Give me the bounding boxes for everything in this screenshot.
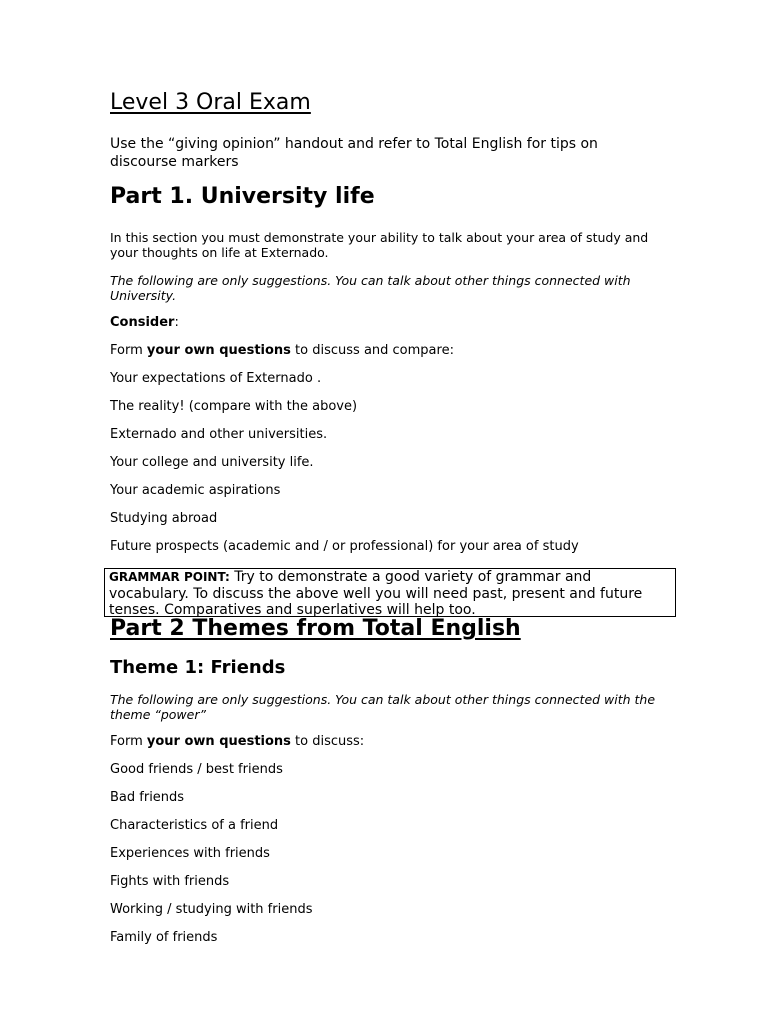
form-suffix: to discuss and compare:: [290, 343, 454, 358]
part2-item: Family of friends: [110, 930, 218, 945]
part1-form-line: [110, 343, 454, 359]
form-suffix: to discuss:: [290, 734, 365, 749]
part1-heading: Part 1. University life: [110, 184, 375, 209]
part1-item: The reality! (compare with the above): [110, 399, 358, 414]
part2-item: Characteristics of a friend: [110, 818, 279, 833]
part2-item: Working / studying with friends: [110, 902, 313, 917]
part2-suggestion: The following are only suggestions. You can talk about other things connected with the theme “power”: [110, 692, 656, 722]
part1-description: In this section you must demonstrate your ability to talk about your area of study and your thoughts on life at Externado.: [110, 230, 649, 260]
part1-item: Studying abroad: [110, 511, 218, 526]
part2-form-line: [110, 734, 364, 750]
part1-item: Your expectations of Externado .: [110, 371, 322, 386]
consider-label: Consider: [110, 315, 175, 330]
part2-item: Good friends / best friends: [110, 762, 283, 777]
grammar-point-text: Try to demonstrate a good variety of grammar and vocabulary. To discuss the above well you will need past, present and future tenses. Comparatives and superlatives will help too.: [109, 569, 643, 618]
document-title: Level 3 Oral Exam: [110, 90, 311, 115]
part1-item: Your academic aspirations: [110, 483, 281, 498]
consider-line: [110, 315, 179, 331]
part1-item: Future prospects (academic and / or professional) for your area of study: [110, 539, 579, 554]
part2-heading: Part 2 Themes from Total English: [110, 616, 521, 641]
form-bold: your own questions: [146, 343, 291, 358]
form-prefix: Form: [110, 734, 147, 749]
grammar-point-box: [104, 568, 676, 617]
form-bold: your own questions: [146, 734, 291, 749]
intro-paragraph: Use the “giving opinion” handout and refer to Total English for tips on discourse markers: [110, 136, 598, 170]
part2-item: Fights with friends: [110, 874, 230, 889]
part1-item: Your college and university life.: [110, 455, 314, 470]
part2-item: Bad friends: [110, 790, 185, 805]
grammar-point-label: GRAMMAR POINT:: [109, 570, 230, 584]
part1-item: Externado and other universities.: [110, 427, 328, 442]
part2-item: Experiences with friends: [110, 846, 270, 861]
theme1-heading: Theme 1: Friends: [110, 657, 286, 678]
form-prefix: Form: [110, 343, 147, 358]
consider-colon: :: [174, 315, 179, 330]
part1-suggestion: The following are only suggestions. You can talk about other things connected with University.: [110, 273, 631, 303]
